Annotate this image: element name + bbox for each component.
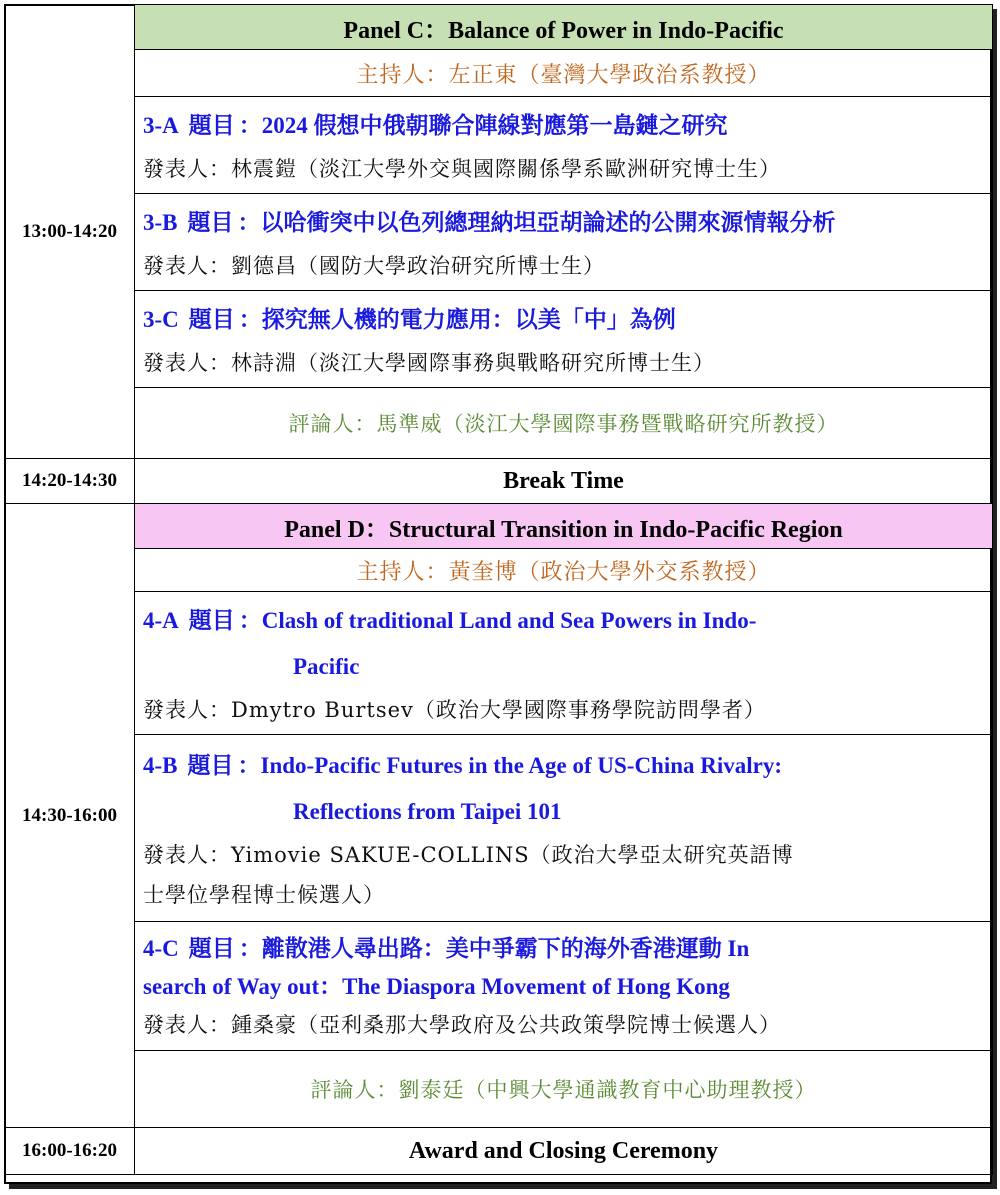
paper-title-line2: Reflections from Taipei 101: [293, 799, 562, 824]
paper-presenter: 發表人：林詩淵（淡江大學國際事務與戰略研究所博士生）: [143, 351, 715, 375]
paper-title-line2: Pacific: [293, 654, 360, 679]
panel-d-title: Panel D：Structural Transition in Indo-Pacific Region: [135, 504, 993, 549]
panel-d-header-row: [5, 504, 993, 549]
paper-code: 3-A: [143, 113, 179, 138]
paper-title: ：以哈衝突中以色列總理納坦亞胡論述的公開來源情報分析: [237, 210, 836, 235]
panel-d-commentator-row: [5, 1051, 993, 1128]
panel-c-title: Panel C：Balance of Power in Indo-Pacific: [135, 5, 993, 50]
paper-presenter-line2: 士學位學程博士候選人）: [143, 883, 385, 907]
panel-c-moderator: 主持人：左正東（臺灣大學政治系教授）: [135, 50, 993, 97]
break-row: [5, 459, 993, 504]
paper-title-line1: ：Indo-Pacific Futures in the Age of US-China Rivalry:: [237, 753, 783, 778]
paper-code: 3-B: [143, 210, 178, 235]
panel-d-moderator-row: [5, 549, 993, 592]
panel-c-commentator-row: [5, 388, 993, 459]
paper-4b: [135, 735, 993, 922]
panel-d-commentator: 評論人：劉泰廷（中興大學通識教育中心助理教授）: [135, 1051, 993, 1128]
paper-3b: [135, 194, 993, 291]
paper-label: 題目: [188, 306, 235, 333]
paper-title-line1: ：離散港人尋出路：美中爭霸下的海外香港運動 In: [238, 936, 750, 961]
paper-presenter: 發表人：鍾桑豪（亞利桑那大學政府及公共政策學院博士候選人）: [143, 1013, 781, 1037]
closing-label: Award and Closing Ceremony: [135, 1128, 993, 1175]
paper-label: 題目: [187, 209, 234, 236]
paper-title: ：探究無人機的電力應用：以美「中」為例: [238, 307, 676, 332]
paper-title: ：2024 假想中俄朝聯合陣線對應第一島鏈之研究: [238, 113, 728, 138]
paper-3a-row: [5, 97, 993, 194]
paper-4c-row: [5, 922, 993, 1051]
break-label: Break Time: [135, 459, 993, 504]
paper-code: 4-A: [143, 608, 179, 633]
paper-3b-row: [5, 194, 993, 291]
paper-presenter: 發表人：劉德昌（國防大學政治研究所博士生）: [143, 254, 605, 278]
paper-title-line1: ：Clash of traditional Land and Sea Powers in Indo-: [238, 608, 757, 633]
closing-row: [5, 1128, 993, 1175]
paper-label: 題目: [188, 112, 235, 139]
paper-4a-row: [5, 592, 993, 735]
paper-4c: [135, 922, 993, 1051]
agenda-frame: [4, 4, 992, 1184]
agenda-table: [4, 4, 993, 1175]
paper-4a: [135, 592, 993, 735]
paper-label: 題目: [188, 935, 235, 962]
paper-3c: [135, 291, 993, 388]
paper-3c-row: [5, 291, 993, 388]
session1-time: 13:00-14:20: [5, 5, 135, 459]
paper-title-line2: search of Way out：The Diaspora Movement of Hong Kong: [143, 974, 730, 999]
paper-label: 題目: [188, 607, 235, 634]
panel-c-moderator-row: [5, 50, 993, 97]
paper-presenter: 發表人：Dmytro Burtsev（政治大學國際事務學院訪問學者）: [143, 698, 766, 722]
paper-code: 4-C: [143, 936, 179, 961]
paper-3a: [135, 97, 993, 194]
paper-code: 4-B: [143, 753, 178, 778]
session2-time: 14:30-16:00: [5, 504, 135, 1128]
paper-code: 3-C: [143, 307, 179, 332]
closing-time: 16:00-16:20: [5, 1128, 135, 1175]
panel-d-moderator: 主持人：黃奎博（政治大學外交系教授）: [135, 549, 993, 592]
paper-presenter: 發表人：林震鎧（淡江大學外交與國際關係學系歐洲研究博士生）: [143, 157, 781, 181]
paper-presenter-line1: 發表人：Yimovie SAKUE-COLLINS（政治大學亞太研究英語博: [143, 843, 794, 867]
break-time: 14:20-14:30: [5, 459, 135, 504]
panel-c-header-row: [5, 5, 993, 50]
paper-4b-row: [5, 735, 993, 922]
paper-label: 題目: [187, 752, 234, 779]
panel-c-commentator: 評論人：馬準威（淡江大學國際事務暨戰略研究所教授）: [135, 388, 993, 459]
